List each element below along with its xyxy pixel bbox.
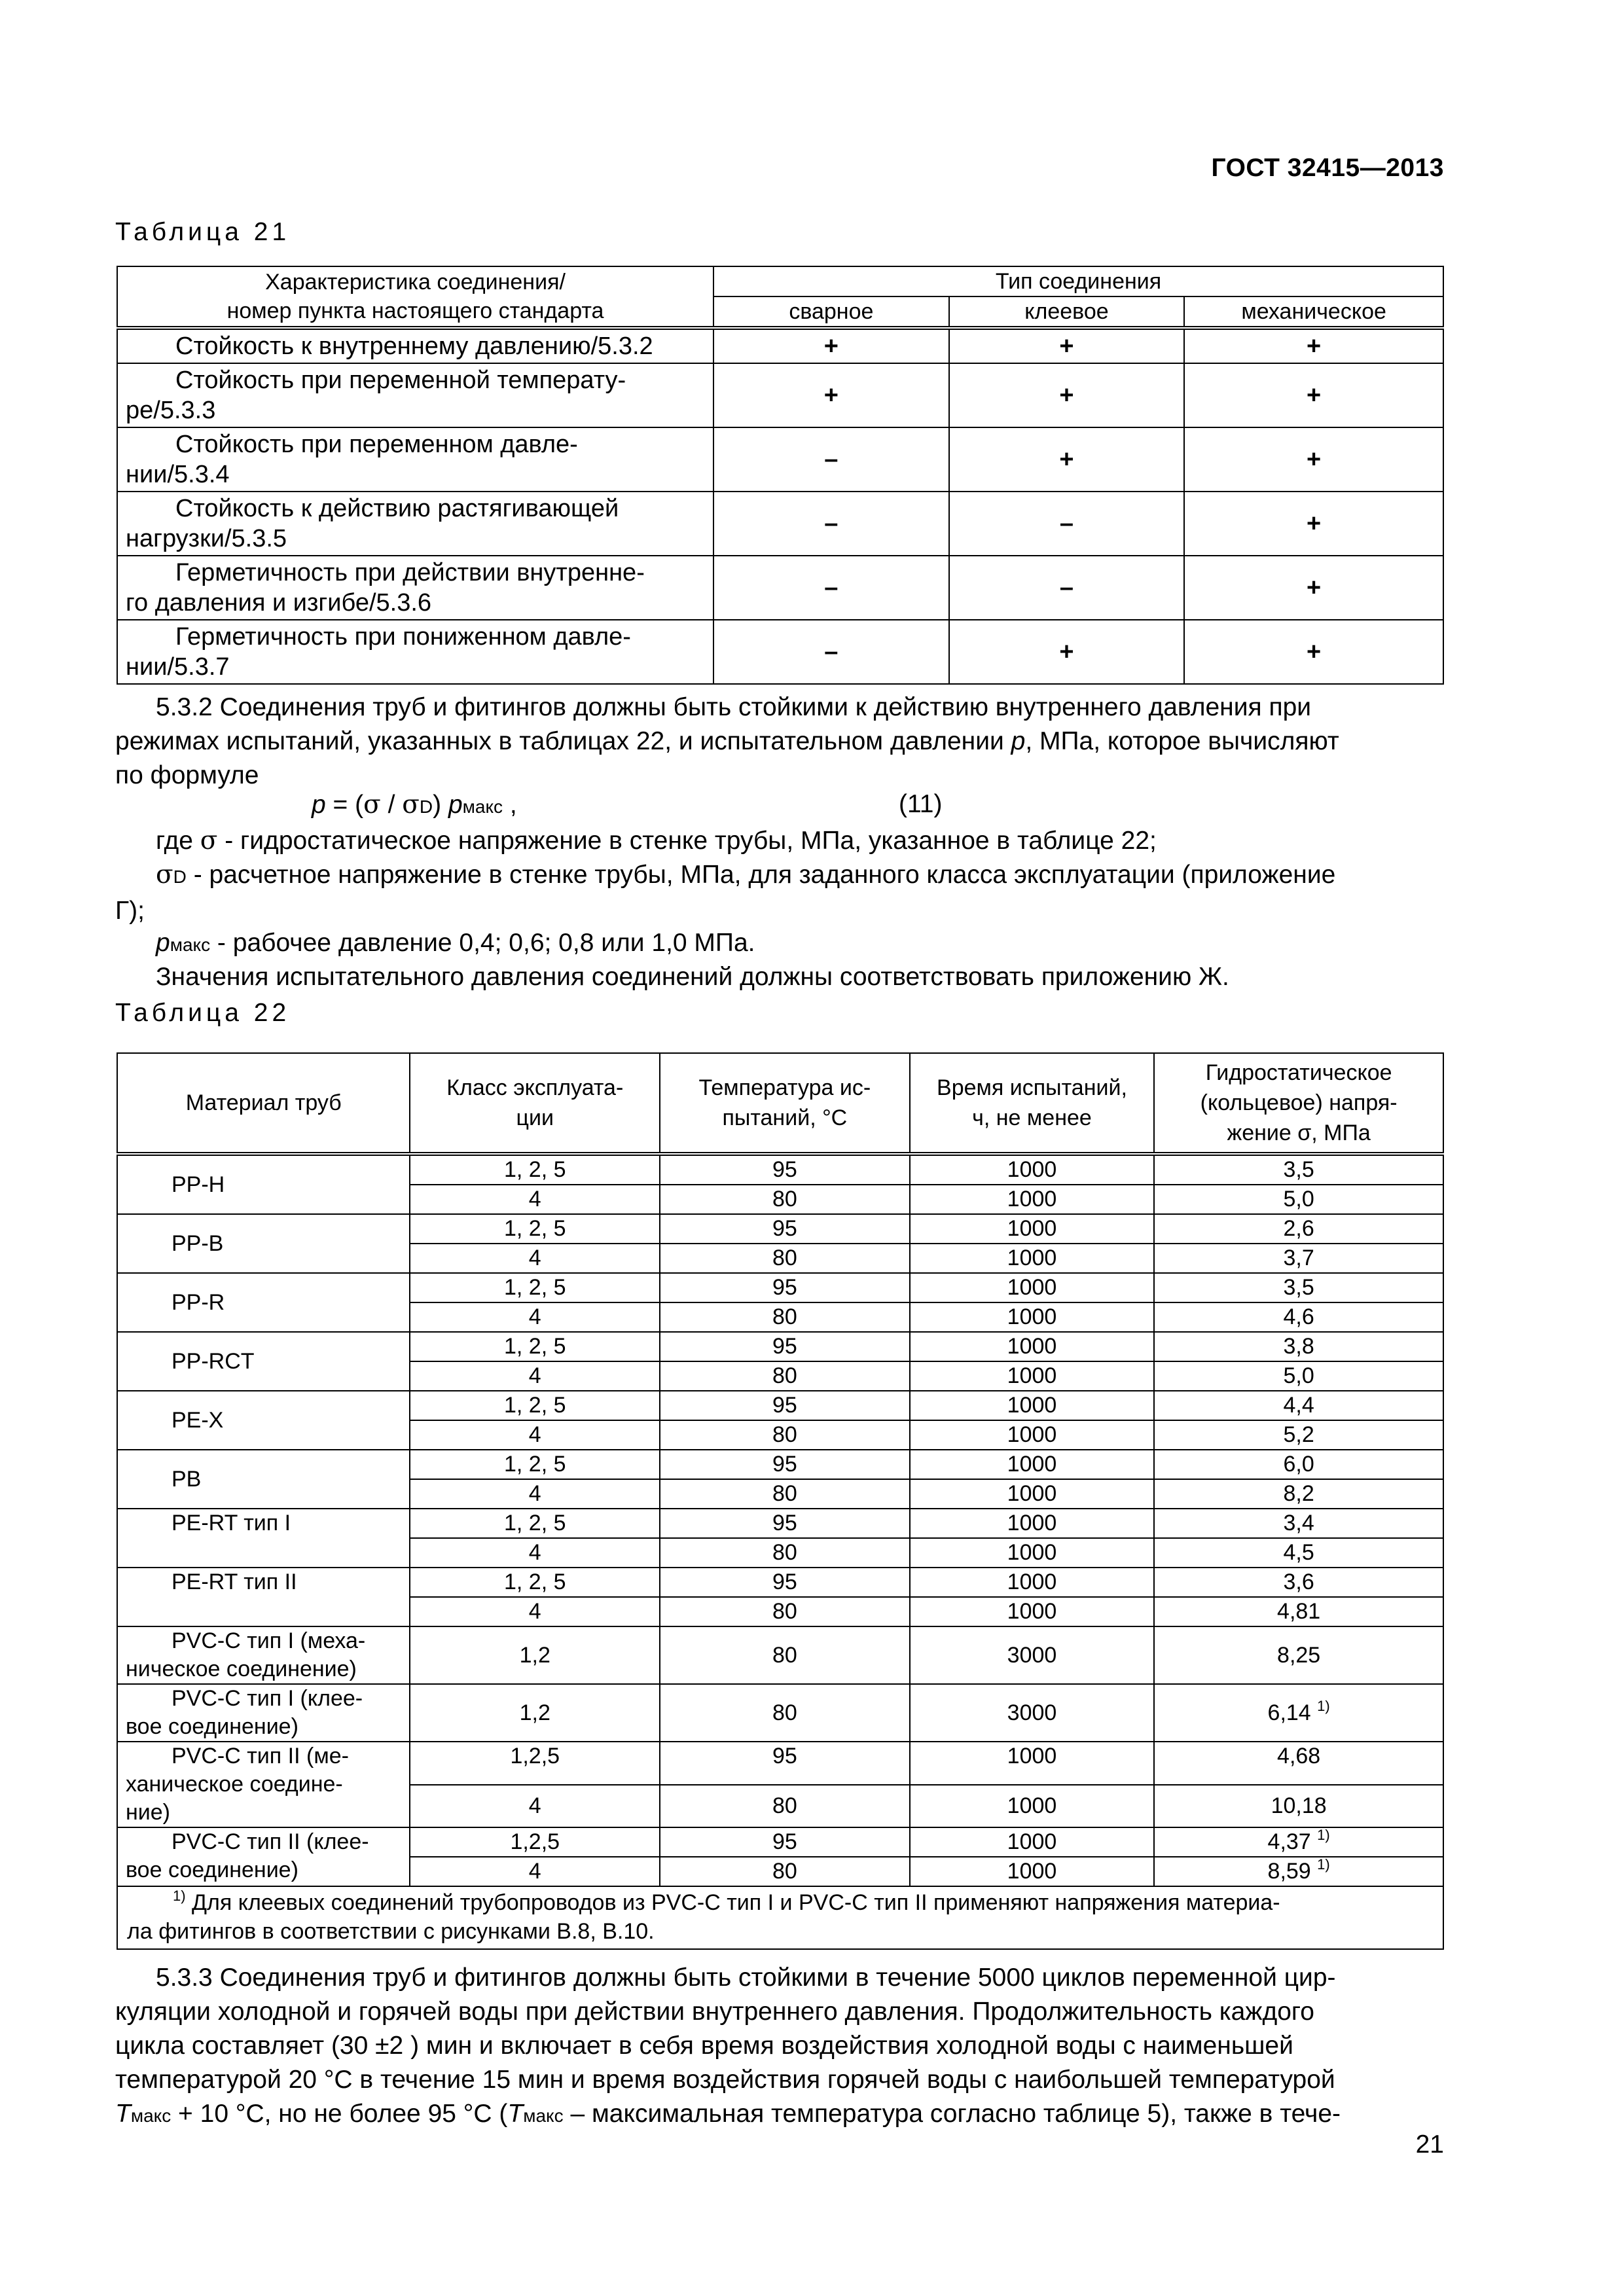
stress-cell: 8,2 (1154, 1479, 1443, 1509)
where-sigma: где σ - гидростатическое напряжение в стенке трубы, МПа, указанное в таблице 22; (156, 826, 1157, 855)
stress-cell: 5,0 (1154, 1185, 1443, 1214)
test-pressure-note: Значения испытательного давления соединений должны соответствовать приложению Ж. (156, 963, 1229, 991)
temp-cell: 95 (660, 1568, 910, 1597)
temp-cell: 80 (660, 1626, 910, 1684)
feature-cell: Герметичность при пониженном давле- нии/5.3.7 (117, 620, 713, 684)
table-row (117, 1273, 1443, 1302)
time-cell: 1000 (910, 1857, 1155, 1886)
temp-cell: 80 (660, 1420, 910, 1450)
paragraph-5-3-3: 5.3.3 Соединения труб и фитингов должны быть стойкими в течение 5000 циклов переменной цир- куляции холодной и горячей воды при действии внутреннего давления. Продолжительность каждого цикла составляет (30 ±2 ) мин и включает в себя время воздействия холодной воды с наименьшей температурой 20 °С в течение 15 мин и время воздействия горячей воды с наибольшей температурой Tмакс + 10 °С, но не более 95 °С (Tмакс – максимальная температура согласно таблице 5), также в тече- (115, 1964, 1341, 2128)
temp-cell: 80 (660, 1597, 910, 1626)
class-cell: 1,2 (410, 1626, 660, 1684)
stress-cell: 4,6 (1154, 1302, 1443, 1332)
formula-11: p = (σ / σD) pмакс , (312, 790, 517, 819)
stress-cell: 3,5 (1154, 1154, 1443, 1185)
col-type-header: Тип соединения (713, 266, 1443, 296)
class-cell: 1,2 (410, 1684, 660, 1742)
col-stress-header: Гидростатическое (кольцевое) напря- жение σ, МПа (1154, 1053, 1443, 1154)
mechanical-mark: + (1184, 427, 1443, 492)
glued-mark: + (949, 328, 1185, 363)
table-row (117, 1568, 1443, 1597)
feature-cell: Стойкость к действию растягивающей нагрузки/5.3.5 (117, 492, 713, 556)
mechanical-mark: + (1184, 620, 1443, 684)
mechanical-mark: + (1184, 492, 1443, 556)
temp-cell: 95 (660, 1742, 910, 1785)
temp-cell: 80 (660, 1361, 910, 1391)
time-cell: 1000 (910, 1742, 1155, 1785)
glued-mark: – (949, 556, 1185, 620)
material-cell: PE-X (117, 1391, 410, 1450)
welded-mark: + (713, 363, 949, 427)
welded-mark: – (713, 427, 949, 492)
time-cell: 1000 (910, 1785, 1155, 1828)
class-cell: 1, 2, 5 (410, 1214, 660, 1244)
col-glued-header: клеевое (949, 296, 1185, 328)
table-row (117, 1450, 1443, 1479)
table-row (117, 1214, 1443, 1244)
where-p-max: pмакс - рабочее давление 0,4; 0,6; 0,8 или 1,0 МПа. (156, 929, 755, 957)
time-cell: 1000 (910, 1391, 1155, 1420)
mechanical-mark: + (1184, 556, 1443, 620)
class-cell: 1, 2, 5 (410, 1273, 660, 1302)
temp-cell: 95 (660, 1391, 910, 1420)
table-row (117, 1154, 1443, 1185)
table-row (117, 328, 1443, 363)
temp-cell: 80 (660, 1857, 910, 1886)
stress-cell: 10,18 (1154, 1785, 1443, 1828)
temp-cell: 95 (660, 1273, 910, 1302)
material-cell: PP-RCT (117, 1332, 410, 1391)
stress-cell: 3,6 (1154, 1568, 1443, 1597)
stress-cell: 4,5 (1154, 1538, 1443, 1568)
col-class-header: Класс эксплуата- ции (410, 1053, 660, 1154)
table-22-title: Таблица 22 (115, 999, 291, 1027)
class-cell: 4 (410, 1538, 660, 1568)
time-cell: 1000 (910, 1509, 1155, 1538)
glued-mark: + (949, 620, 1185, 684)
temp-cell: 95 (660, 1450, 910, 1479)
footnote-ref: 1) (1317, 1827, 1330, 1843)
class-cell: 1,2,5 (410, 1827, 660, 1857)
stress-cell: 3,4 (1154, 1509, 1443, 1538)
class-cell: 4 (410, 1244, 660, 1273)
time-cell: 1000 (910, 1450, 1155, 1479)
temp-cell: 95 (660, 1332, 910, 1361)
material-cell: PP-H (117, 1154, 410, 1214)
class-cell: 4 (410, 1857, 660, 1886)
welded-mark: – (713, 620, 949, 684)
class-cell: 1, 2, 5 (410, 1568, 660, 1597)
glued-mark: + (949, 363, 1185, 427)
table-row (117, 492, 1443, 556)
table-row (117, 427, 1443, 492)
feature-cell: Стойкость при переменной температу- ре/5.3.3 (117, 363, 713, 427)
time-cell: 1000 (910, 1420, 1155, 1450)
time-cell: 1000 (910, 1568, 1155, 1597)
material-cell: PVC-C тип I (клее- вое соединение) (117, 1684, 410, 1742)
time-cell: 1000 (910, 1185, 1155, 1214)
welded-mark: – (713, 556, 949, 620)
material-cell: PVC-C тип II (клее- вое соединение) (117, 1827, 410, 1886)
welded-mark: – (713, 492, 949, 556)
time-cell: 1000 (910, 1154, 1155, 1185)
temp-cell: 95 (660, 1214, 910, 1244)
mechanical-mark: + (1184, 328, 1443, 363)
stress-cell: 5,2 (1154, 1420, 1443, 1450)
paragraph-5-3-2: 5.3.2 Соединения труб и фитингов должны быть стойкими к действию внутреннего давления при режимах испытаний, указанных в таблицах 22, и испытательном давлении p, МПа, которое вычисляют по формуле (115, 693, 1339, 789)
time-cell: 1000 (910, 1332, 1155, 1361)
material-cell: PP-B (117, 1214, 410, 1273)
material-cell: PVC-C тип I (меха- ническое соединение) (117, 1626, 410, 1684)
material-cell: PE-RT тип II (117, 1568, 410, 1626)
glued-mark: – (949, 492, 1185, 556)
table-row (117, 1626, 1443, 1684)
welded-mark: + (713, 328, 949, 363)
class-cell: 4 (410, 1479, 660, 1509)
table-21-title: Таблица 21 (115, 218, 291, 246)
temp-cell: 80 (660, 1185, 910, 1214)
class-cell: 1,2,5 (410, 1742, 660, 1785)
temp-cell: 80 (660, 1785, 910, 1828)
time-cell: 3000 (910, 1626, 1155, 1684)
time-cell: 1000 (910, 1273, 1155, 1302)
mechanical-mark: + (1184, 363, 1443, 427)
table-22-footnote: $^{1)}$ Для клеевых соединений трубопроводов из PVC-C тип I и PVC-C тип II применяют напряжения материа- ла фитингов в соответствии с рисунками В.8, В.10. (117, 1886, 1443, 1949)
glued-mark: + (949, 427, 1185, 492)
footnote-ref: 1) (1317, 1856, 1330, 1873)
time-cell: 1000 (910, 1597, 1155, 1626)
table-row (117, 1827, 1443, 1857)
stress-cell: 8,59 $^{1)}$ (1154, 1857, 1443, 1886)
feature-cell: Стойкость к внутреннему давлению/5.3.2 (117, 328, 713, 363)
stress-cell: 3,7 (1154, 1244, 1443, 1273)
time-cell: 1000 (910, 1244, 1155, 1273)
temp-cell: 95 (660, 1509, 910, 1538)
class-cell: 4 (410, 1420, 660, 1450)
table-row (117, 1332, 1443, 1361)
time-cell: 1000 (910, 1538, 1155, 1568)
class-cell: 4 (410, 1597, 660, 1626)
page-number: 21 (1415, 2130, 1444, 2159)
material-cell: PVC-C тип II (ме- ханическое соедине- ние) (117, 1742, 410, 1827)
col-mechanical-header: механическое (1184, 296, 1443, 328)
time-cell: 1000 (910, 1827, 1155, 1857)
class-cell: 1, 2, 5 (410, 1391, 660, 1420)
temp-cell: 80 (660, 1479, 910, 1509)
class-cell: 4 (410, 1302, 660, 1332)
class-cell: 1, 2, 5 (410, 1332, 660, 1361)
stress-cell: 4,68 (1154, 1742, 1443, 1785)
table-row (117, 556, 1443, 620)
material-cell: PE-RT тип I (117, 1509, 410, 1568)
temp-cell: 80 (660, 1302, 910, 1332)
table-row (117, 620, 1443, 684)
table-row (117, 1391, 1443, 1420)
material-cell: PP-R (117, 1273, 410, 1332)
stress-cell: 6,14 $^{1)}$ (1154, 1684, 1443, 1742)
col-feature-header: Характеристика соединения/ номер пункта настоящего стандарта (117, 266, 713, 328)
table-row (117, 363, 1443, 427)
material-cell: PB (117, 1450, 410, 1509)
where-sigma-d: σD - расчетное напряжение в стенке трубы, МПа, для заданного класса эксплуатации (приложение Г); (115, 860, 1336, 925)
temp-cell: 95 (660, 1154, 910, 1185)
feature-cell: Герметичность при действии внутренне- го давления и изгибе/5.3.6 (117, 556, 713, 620)
stress-cell: 4,37 $^{1)}$ (1154, 1827, 1443, 1857)
temp-cell: 95 (660, 1827, 910, 1857)
class-cell: 1, 2, 5 (410, 1450, 660, 1479)
table-row (117, 1742, 1443, 1785)
stress-cell: 3,5 (1154, 1273, 1443, 1302)
time-cell: 1000 (910, 1214, 1155, 1244)
stress-cell: 2,6 (1154, 1214, 1443, 1244)
class-cell: 1, 2, 5 (410, 1509, 660, 1538)
temp-cell: 80 (660, 1684, 910, 1742)
time-cell: 1000 (910, 1361, 1155, 1391)
col-welded-header: сварное (713, 296, 949, 328)
time-cell: 1000 (910, 1479, 1155, 1509)
table-21 (117, 266, 1444, 685)
class-cell: 4 (410, 1785, 660, 1828)
time-cell: 1000 (910, 1302, 1155, 1332)
table-22 (117, 1052, 1444, 1950)
footnote-ref: 1) (1317, 1697, 1330, 1714)
col-material-header: Материал труб (117, 1053, 410, 1154)
table-row (117, 1684, 1443, 1742)
document-code: ГОСТ 32415—2013 (1211, 154, 1444, 182)
col-temperature-header: Температура ис- пытаний, °С (660, 1053, 910, 1154)
formula-number: (11) (899, 790, 943, 818)
time-cell: 3000 (910, 1684, 1155, 1742)
feature-cell: Стойкость при переменном давле- нии/5.3.4 (117, 427, 713, 492)
class-cell: 4 (410, 1361, 660, 1391)
class-cell: 4 (410, 1185, 660, 1214)
stress-cell: 3,8 (1154, 1332, 1443, 1361)
col-time-header: Время испытаний, ч, не менее (910, 1053, 1155, 1154)
temp-cell: 80 (660, 1538, 910, 1568)
stress-cell: 8,25 (1154, 1626, 1443, 1684)
stress-cell: 4,4 (1154, 1391, 1443, 1420)
stress-cell: 5,0 (1154, 1361, 1443, 1391)
class-cell: 1, 2, 5 (410, 1154, 660, 1185)
stress-cell: 6,0 (1154, 1450, 1443, 1479)
table-row (117, 1509, 1443, 1538)
temp-cell: 80 (660, 1244, 910, 1273)
stress-cell: 4,81 (1154, 1597, 1443, 1626)
